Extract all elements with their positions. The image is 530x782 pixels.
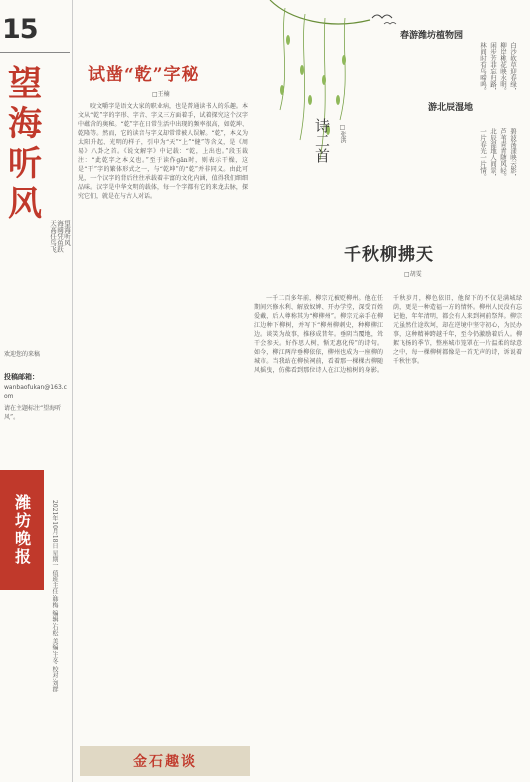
section-title: [8, 64, 48, 224]
article-1-body: 咬文嚼字是语文大家的职业病，也是普通读书人的乐趣。本文从“乾”字的字形、字音、字义三方面着手，试着探究这个汉字中蕴含的奥秘。“乾”字在日常生活中出现的频率很高，如乾坤、乾隆等。然而，它的读音与字义却常常被人误解。“乾”，本义为太阳升起、光明的样子，引申为“天”“上”“健”等含义，是《周易》八卦之首。《说文解字》中记载：“乾，上出也。”段玉裁注：“此乾字之本义也。”至于读作gān时，则表示干燥，这是“干”字的繁体形式之一，与“乾坤”的“乾”并非同义。由此可见，一个汉字的背后往往承载着丰富的文化内涵，值得我们细细品味。汉字是中华文明的载体，每一个字都有它的来龙去脉，探究它们，就是在与古人对话。: [78, 103, 248, 200]
article-2-body: 一千二百多年前，柳宗元被贬柳州。他在任期间兴修水利、解放奴婢、开办学堂，深受百姓爱戴，后人尊称其为“柳柳州”。柳宗元亲手在柳江边种下柳树，并写下“柳州柳刺史，种柳柳江边。谈笑为故事，推移成昔年。垂阴当覆地，耸干会参天。好作思人树，惭无惠化传”的诗句。如今，柳江两岸垂柳依依，柳州也成为一座柳的城市。当我站在柳侯祠前，看着那一棵棵古柳随风摇曳，仿佛看到那位诗人在江边植树的身影。千秋岁月，柳色依旧，他留下的不仅是满城绿荫，更是一种造福一方的情怀。柳州人民没有忘记他，年年清明，都会有人来到祠前祭拜。柳宗元虽然仕途坎坷，却在逆境中坚守初心，为民办事，这种精神跨越千年，至今仍激励着后人。柳絮飞扬的季节，整座城市笼罩在一片温柔的绿意之中，每一棵柳树都像是一首无声的诗，诉说着千秋往事。: [254, 295, 522, 374]
poem-line: 林间时有鸟啼鸣。: [479, 42, 487, 94]
article-1-author: □王楠: [152, 91, 170, 98]
paper-logo: [0, 470, 44, 590]
poem-section: [250, 0, 530, 230]
article-2: [254, 230, 524, 770]
email-value[interactable]: wanbaofukan@163.com: [4, 384, 67, 400]
email-note: 请在主题标注“望海听风”。: [4, 405, 62, 421]
slogan-line: 天高任鸟飞: [49, 220, 57, 253]
page-number: 15: [2, 14, 38, 45]
section-title-char: 风: [8, 184, 42, 224]
poem-line: 北辰湿地人间景，: [489, 128, 497, 180]
poem-subheader: 游北辰湿地: [428, 103, 474, 113]
article-1-title: 试凿“乾”字秘: [88, 65, 200, 85]
bottom-ad[interactable]: [80, 746, 250, 776]
column-label: 欢迎您的来稿: [4, 351, 41, 358]
masthead-rule: [0, 52, 70, 53]
ad-label: 金石趣谈: [133, 754, 197, 770]
poem-header: 春游潍坊植物园: [400, 31, 464, 41]
poem-line: 碧波荡漾映云影，: [509, 128, 517, 180]
poem-title: 诗二首: [313, 118, 331, 163]
article-1-body-area: [78, 102, 248, 682]
article-1: [78, 54, 248, 744]
poem-line: 芦苇青青随风轻。: [499, 128, 507, 180]
section-title-char: 海: [8, 104, 42, 144]
poem-line: 闲步芳菲忘归路，: [489, 42, 497, 94]
birds-icon: [370, 8, 400, 28]
article-2-author: □胡雯: [404, 271, 422, 278]
column-divider: [72, 0, 73, 782]
slogan-line: 海阔凭鱼跃: [56, 220, 64, 253]
section-title-char: 听: [8, 144, 42, 184]
email-label: 投稿邮箱：: [4, 372, 39, 381]
slogan-line: 望海听风: [63, 220, 71, 246]
paper-logo-text: 潍坊晚报: [12, 494, 32, 566]
poem-line: 白沙软草迎春绿，: [509, 42, 517, 94]
article-2-title: 千秋柳拂天: [344, 245, 434, 265]
section-title-char: 望: [8, 64, 42, 104]
masthead: [0, 0, 72, 782]
slogan: [48, 220, 72, 340]
poem-line: 柳岸桃花映水明。: [499, 42, 507, 94]
page-credits: 2021年10月18日 星期一 值班主任:韩梅 编辑:石松 美编:王冬 校对:刘群: [51, 500, 58, 693]
poem-author: □张洪: [339, 124, 346, 143]
poem-line: 一片春光一片情。: [479, 128, 487, 180]
